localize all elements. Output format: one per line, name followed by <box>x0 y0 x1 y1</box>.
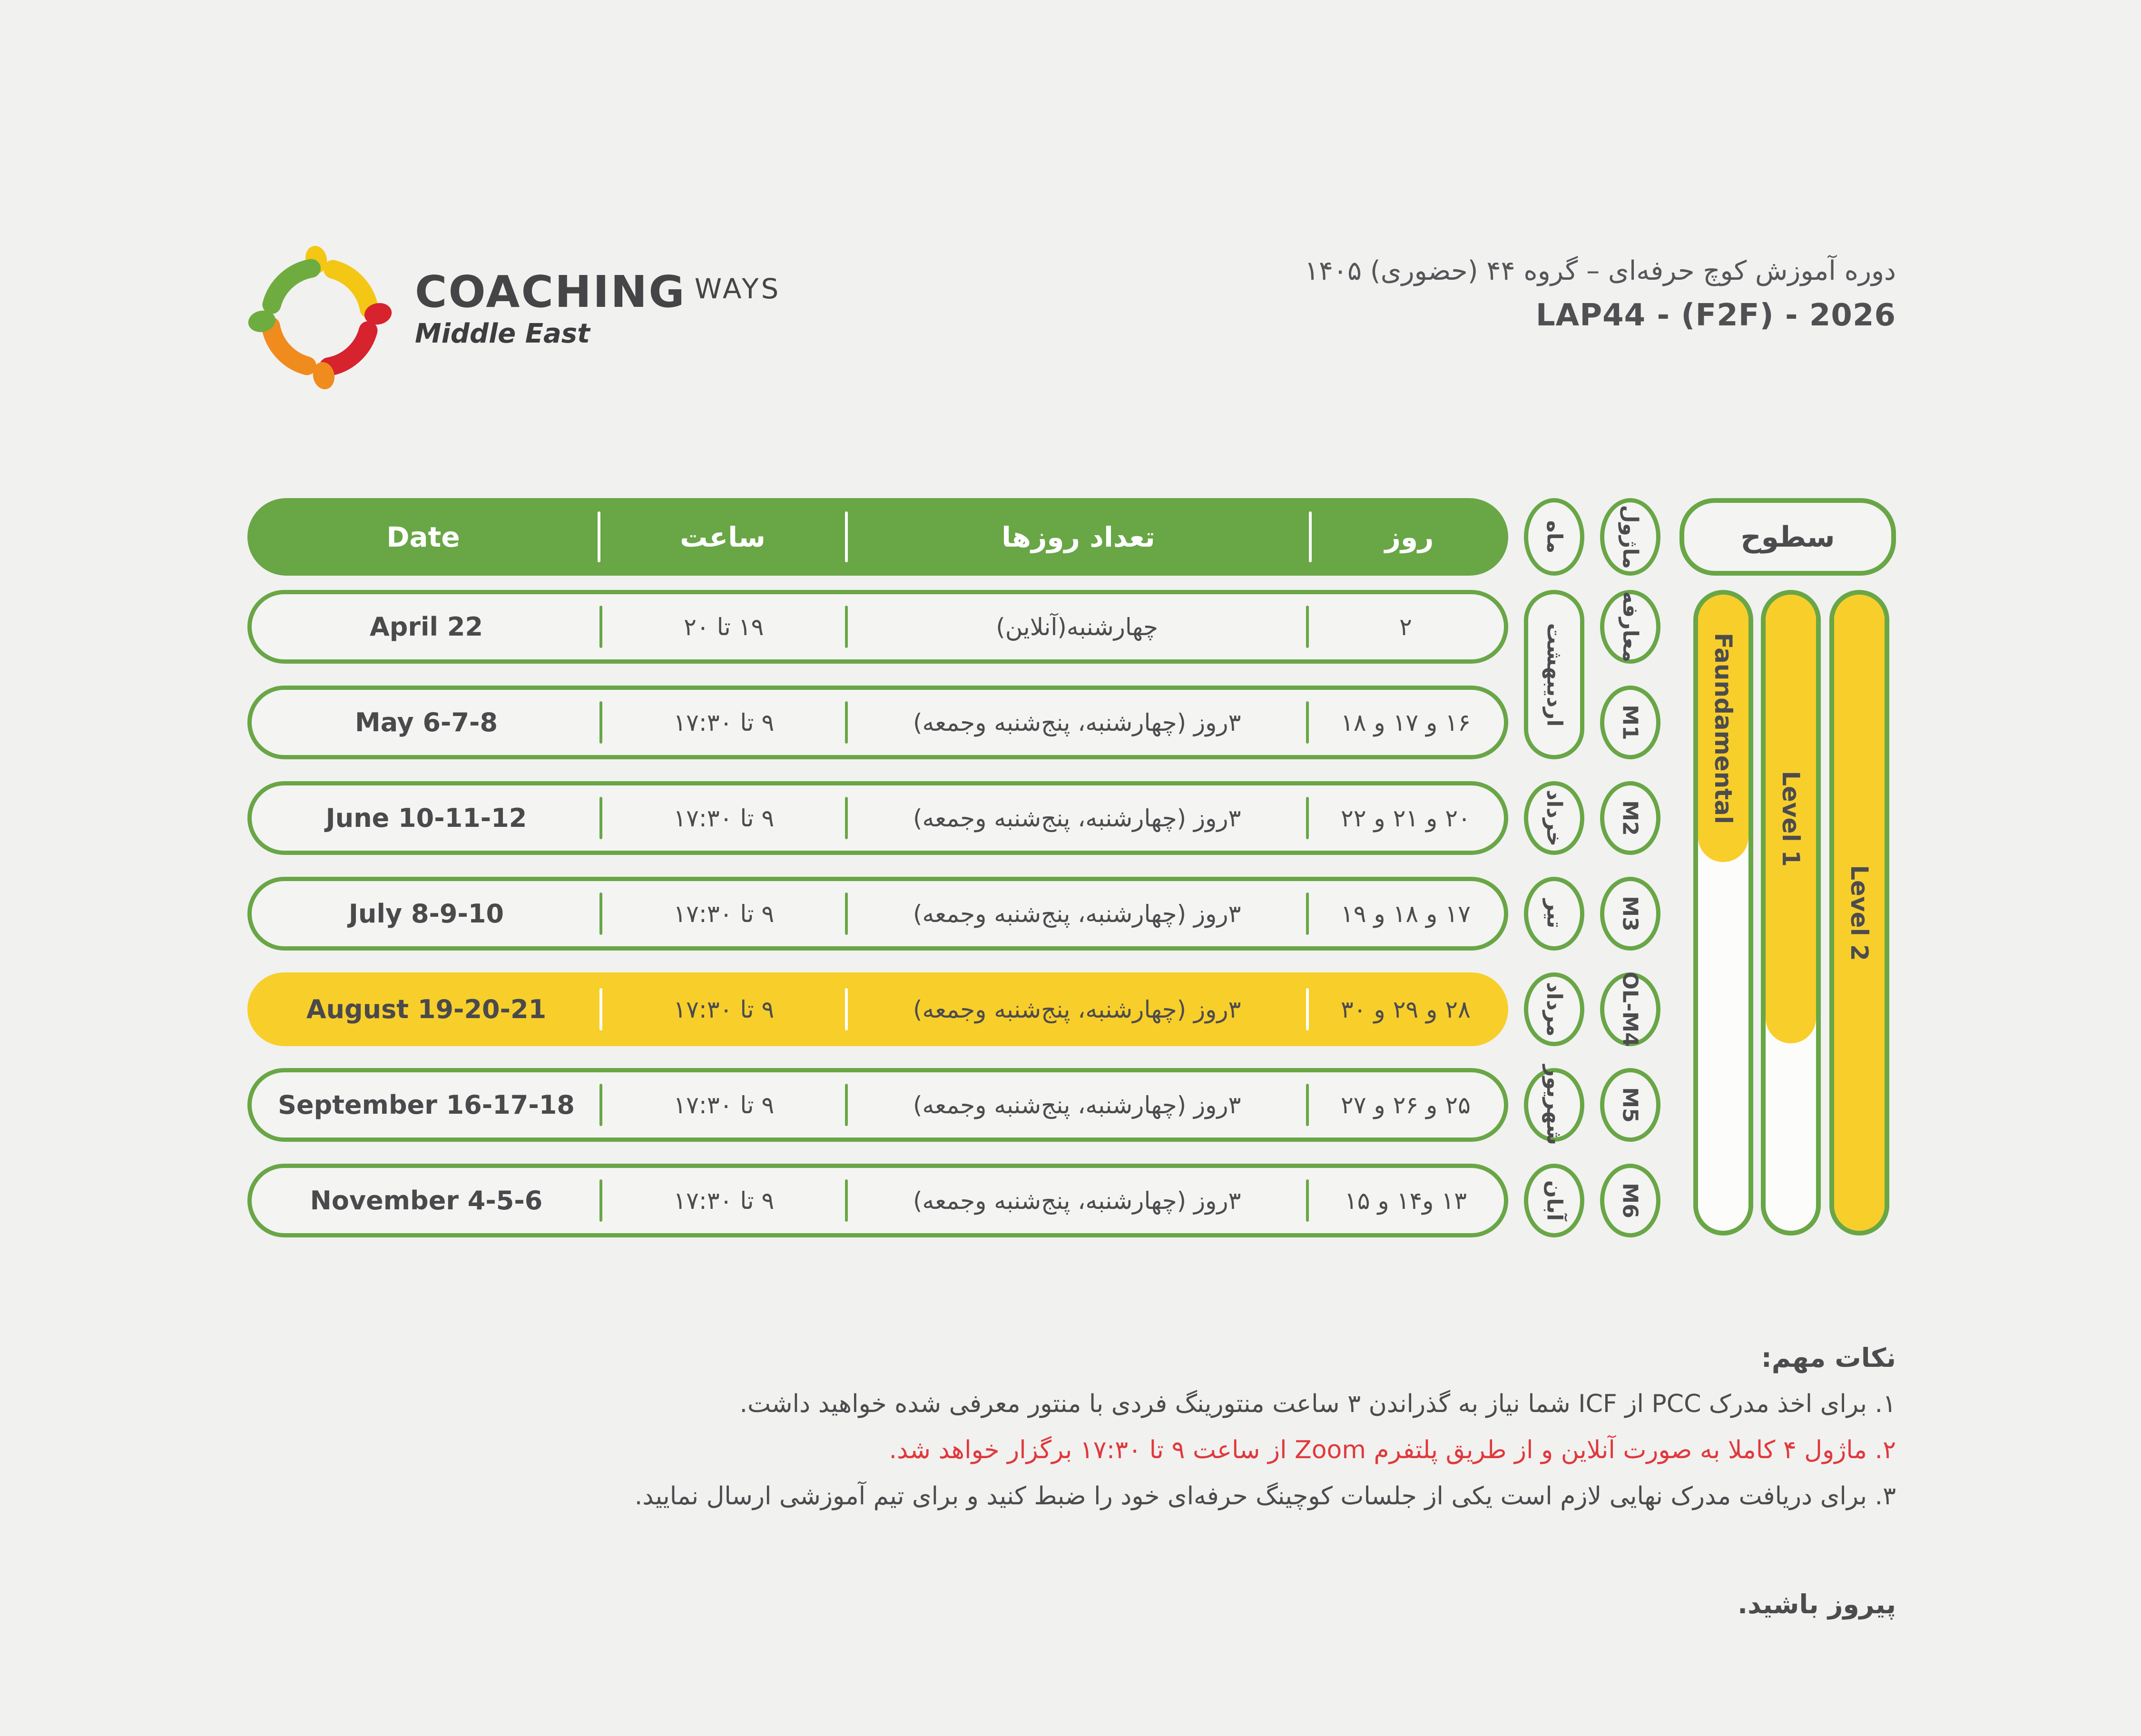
module-pill: M1 <box>1600 686 1660 759</box>
level-label: Level 1 <box>1777 771 1805 867</box>
date-cell: June 10-11-12 <box>252 785 601 851</box>
table-row <box>247 972 1508 1046</box>
header-date: Date <box>247 498 599 576</box>
level-pill <box>1829 590 1889 1236</box>
month-pill: تیر <box>1524 877 1584 951</box>
header-days-count: تعداد روزها <box>846 498 1310 576</box>
course-title-fa: دوره آموزش کوچ حرفه‌ای – گروه ۴۴ (حضوری) ۱۴۰۵ <box>1304 255 1896 286</box>
coachingways-logo-icon <box>245 235 395 400</box>
level-fill <box>1698 595 1748 862</box>
time-cell: ۹ تا ۱۷:۳۰ <box>601 977 846 1042</box>
level-label: Faundamental <box>1709 632 1738 824</box>
table-row <box>247 686 1508 759</box>
level-pill <box>1761 590 1821 1236</box>
header-levels: سطوح <box>1679 498 1896 576</box>
time-cell: ۱۹ تا ۲۰ <box>601 594 846 659</box>
date-cell: July 8-9-10 <box>252 881 601 946</box>
day-cell: ۲۵ و ۲۶ و ۲۷ <box>1340 1091 1471 1119</box>
date-cell: November 4-5-6 <box>252 1168 601 1233</box>
day-cell: ۱۷ و ۱۸ و ۱۹ <box>1340 900 1471 928</box>
date-cell: May 6-7-8 <box>252 690 601 755</box>
course-code: LAP44 - (F2F) - 2026 <box>1535 298 1896 333</box>
module-pill: OL-M4 <box>1600 972 1660 1046</box>
time-cell: ۹ تا ۱۷:۳۰ <box>601 690 846 755</box>
day-cell: ۲ <box>1399 613 1412 641</box>
table-row <box>247 1068 1508 1142</box>
header-month: ماه <box>1524 498 1584 576</box>
level-pill <box>1693 590 1753 1236</box>
days-count-cell: ۳روز (چهارشنبه، پنج‌شنبه وجمعه) <box>846 1072 1307 1138</box>
brand-block <box>415 266 781 349</box>
header-module: ماژول <box>1600 498 1660 576</box>
note-line: ۱. برای اخذ مدرک PCC از ICF شما نیاز به گذراندن ۳ ساعت منتورینگ فردی با منتور معرفی شده خواهید داشت. <box>739 1390 1896 1418</box>
days-count-cell: ۳روز (چهارشنبه، پنج‌شنبه وجمعه) <box>846 977 1307 1042</box>
module-pill: M6 <box>1600 1164 1660 1237</box>
month-pill: اردیبهشت <box>1524 590 1584 759</box>
time-cell: ۹ تا ۱۷:۳۰ <box>601 881 846 946</box>
title-block <box>1305 255 1896 331</box>
table-row <box>247 781 1508 855</box>
time-cell: ۹ تا ۱۷:۳۰ <box>601 785 846 851</box>
month-pill: مرداد <box>1524 972 1584 1046</box>
module-pill: M5 <box>1600 1068 1660 1142</box>
module-pill: M2 <box>1600 781 1660 855</box>
notes-heading: نکات مهم: <box>1761 1343 1896 1373</box>
day-cell: ۲۸ و ۲۹ و ۳۰ <box>1340 995 1471 1023</box>
days-count-cell: ۳روز (چهارشنبه، پنج‌شنبه وجمعه) <box>846 690 1307 755</box>
note-line: ۲. ماژول ۴ کاملا به صورت آنلاین و از طریق پلتفرم Zoom از ساعت ۹ تا ۱۷:۳۰ برگزار خواهد شد. <box>889 1436 1896 1464</box>
brand-subtitle: Middle East <box>415 318 590 349</box>
brand-name: COACHING <box>415 266 686 317</box>
notes-block <box>635 1335 1896 1628</box>
days-count-cell: ۳روز (چهارشنبه، پنج‌شنبه وجمعه) <box>846 785 1307 851</box>
table-header-row <box>247 498 1508 576</box>
days-count-cell: ۳روز (چهارشنبه، پنج‌شنبه وجمعه) <box>846 1168 1307 1233</box>
time-cell: ۹ تا ۱۷:۳۰ <box>601 1072 846 1138</box>
day-cell: ۲۰ و ۲۱ و ۲۲ <box>1340 804 1471 832</box>
module-pill: M3 <box>1600 877 1660 951</box>
month-pill: خرداد <box>1524 781 1584 855</box>
date-cell: September 16-17-18 <box>252 1072 601 1138</box>
level-fill <box>1834 595 1885 1231</box>
days-count-cell: ۳روز (چهارشنبه، پنج‌شنبه وجمعه) <box>846 881 1307 946</box>
date-cell: April 22 <box>252 594 601 659</box>
table-row <box>247 590 1508 664</box>
table-row <box>247 877 1508 951</box>
note-line: ۳. برای دریافت مدرک نهایی لازم است یکی از جلسات کوچینگ حرفه‌ای خود را ضبط کنید و برای تیم آموزشی ارسال نمایید. <box>634 1482 1896 1510</box>
month-pill: شهریور <box>1524 1068 1584 1142</box>
brand-suffix: WAYS <box>694 273 781 305</box>
level-label: Level 2 <box>1846 864 1873 961</box>
module-pill: معارفه <box>1600 590 1660 664</box>
time-cell: ۹ تا ۱۷:۳۰ <box>601 1168 846 1233</box>
day-cell: ۱۳ و۱۴ و ۱۵ <box>1344 1187 1467 1215</box>
header-day: روز <box>1385 520 1434 553</box>
header-time: ساعت <box>599 498 846 576</box>
date-cell: August 19-20-21 <box>252 977 601 1042</box>
closing-line: پیروز باشید. <box>1738 1589 1896 1619</box>
days-count-cell: چهارشنبه(آنلاین) <box>846 594 1307 659</box>
table-row <box>247 1164 1508 1237</box>
month-pill: آبان <box>1524 1164 1584 1237</box>
level-fill <box>1766 595 1816 1043</box>
day-cell: ۱۶ و ۱۷ و ۱۸ <box>1340 708 1471 736</box>
